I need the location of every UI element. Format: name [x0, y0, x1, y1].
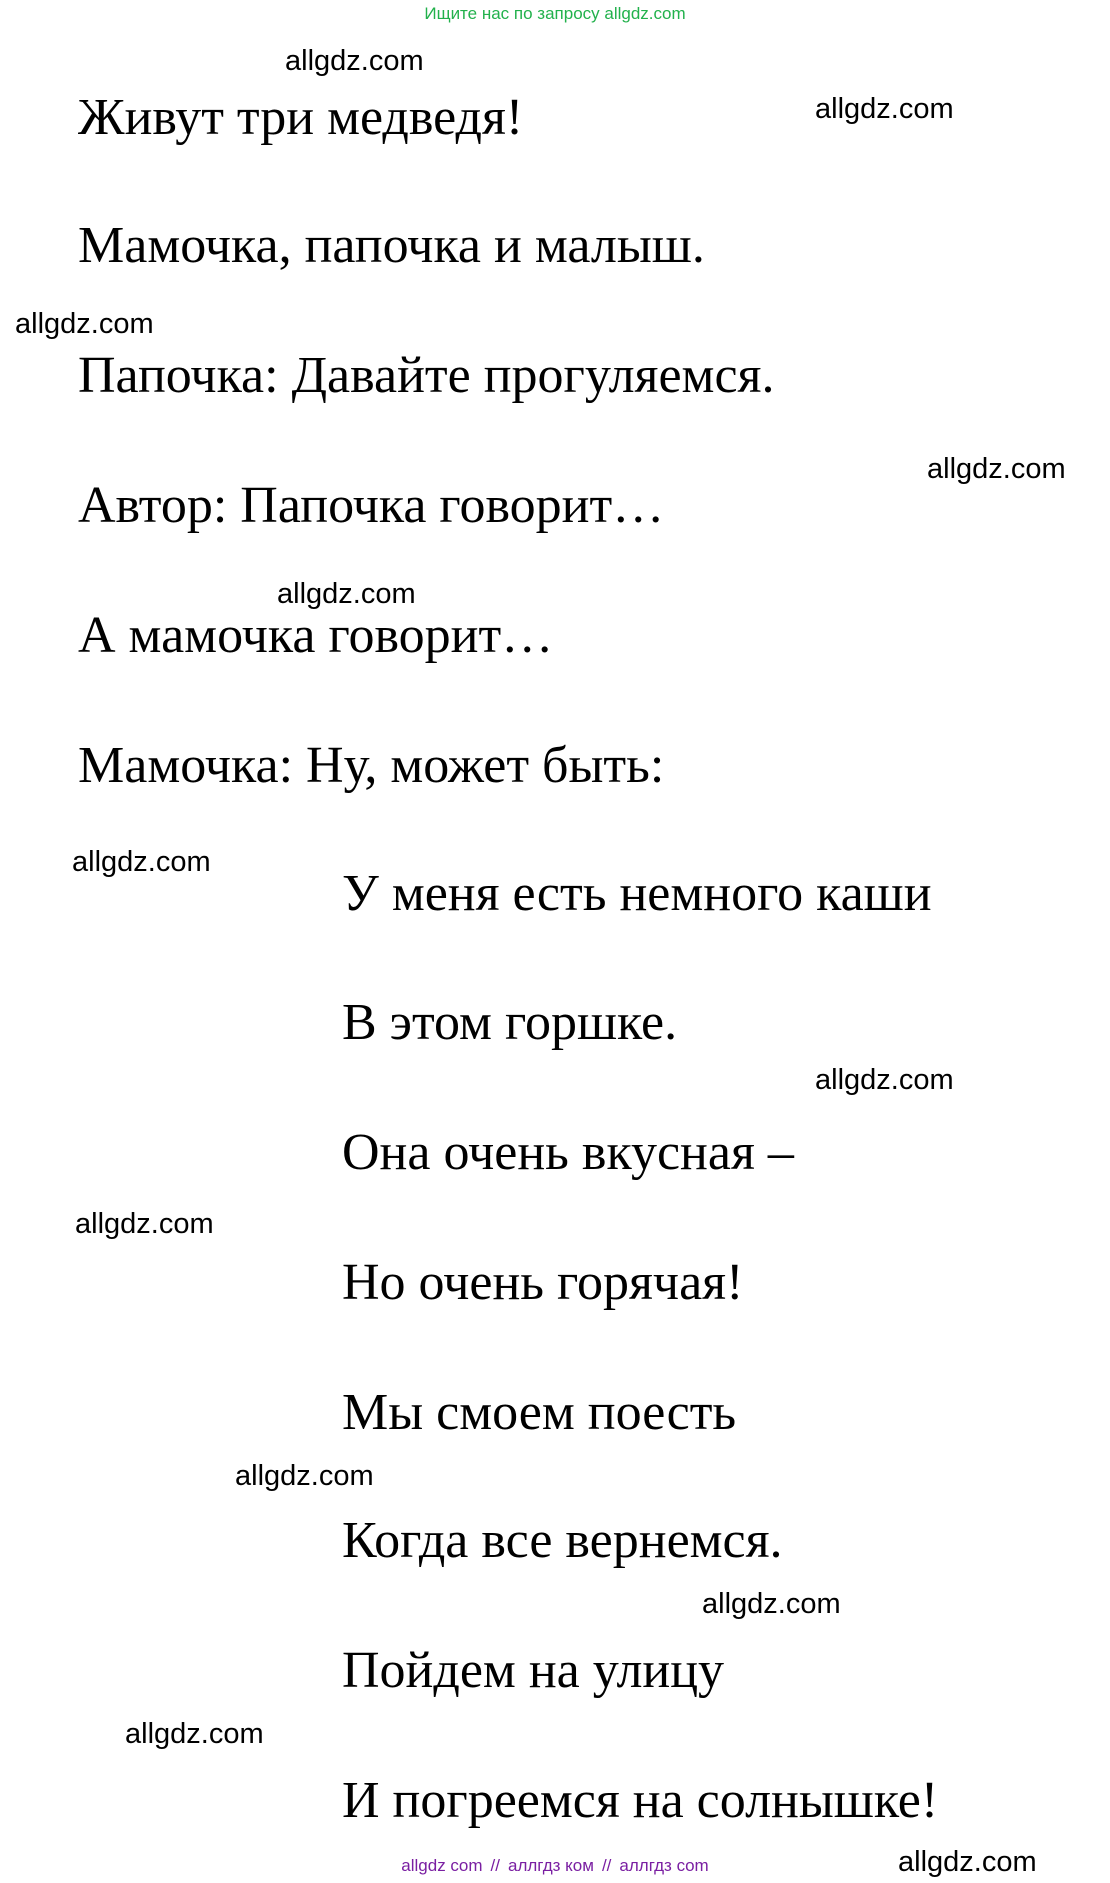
watermark: allgdz.com: [815, 1064, 954, 1096]
poem-line: Папочка: Давайте прогуляемся.: [78, 347, 775, 404]
footer-link[interactable]: аллгдз com: [619, 1856, 709, 1875]
poem-line: Но очень горячая!: [342, 1254, 744, 1311]
watermark: allgdz.com: [927, 453, 1066, 485]
watermark: allgdz.com: [898, 1846, 1037, 1878]
watermark: allgdz.com: [125, 1718, 264, 1750]
poem-line: Живут три медведя!: [78, 89, 524, 146]
footer-separator: //: [601, 1856, 612, 1875]
poem-line: И погреемся на солнышке!: [342, 1772, 939, 1829]
watermark: allgdz.com: [702, 1588, 841, 1620]
footer-link[interactable]: аллгдз ком: [508, 1856, 594, 1875]
footer-link[interactable]: allgdz com: [401, 1856, 483, 1875]
poem-line: В этом горшке.: [342, 994, 678, 1051]
poem-line: А мамочка говорит…: [78, 607, 554, 664]
watermark: allgdz.com: [235, 1460, 374, 1492]
watermark: allgdz.com: [72, 846, 211, 878]
search-hint-link[interactable]: Ищите нас по запросу allgdz.com: [424, 4, 686, 23]
poem-line: Когда все вернемся.: [342, 1512, 783, 1569]
footer-links: [0, 1856, 1110, 1876]
watermark: allgdz.com: [75, 1208, 214, 1240]
poem-line: У меня есть немного каши: [342, 865, 932, 922]
watermark: allgdz.com: [285, 45, 424, 77]
watermark: allgdz.com: [815, 93, 954, 125]
poem-line: Пойдем на улицу: [342, 1642, 725, 1699]
footer-separator: //: [490, 1856, 500, 1875]
poem-line: Мамочка: Ну, может быть:: [78, 737, 665, 794]
watermark: allgdz.com: [15, 308, 154, 340]
poem-line: Мы смоем поесть: [342, 1384, 737, 1441]
poem-line: Мамочка, папочка и малыш.: [78, 217, 705, 274]
poem-line: Автор: Папочка говорит…: [78, 477, 665, 534]
poem-line: Она очень вкусная –: [342, 1124, 794, 1181]
watermark: allgdz.com: [277, 578, 416, 610]
